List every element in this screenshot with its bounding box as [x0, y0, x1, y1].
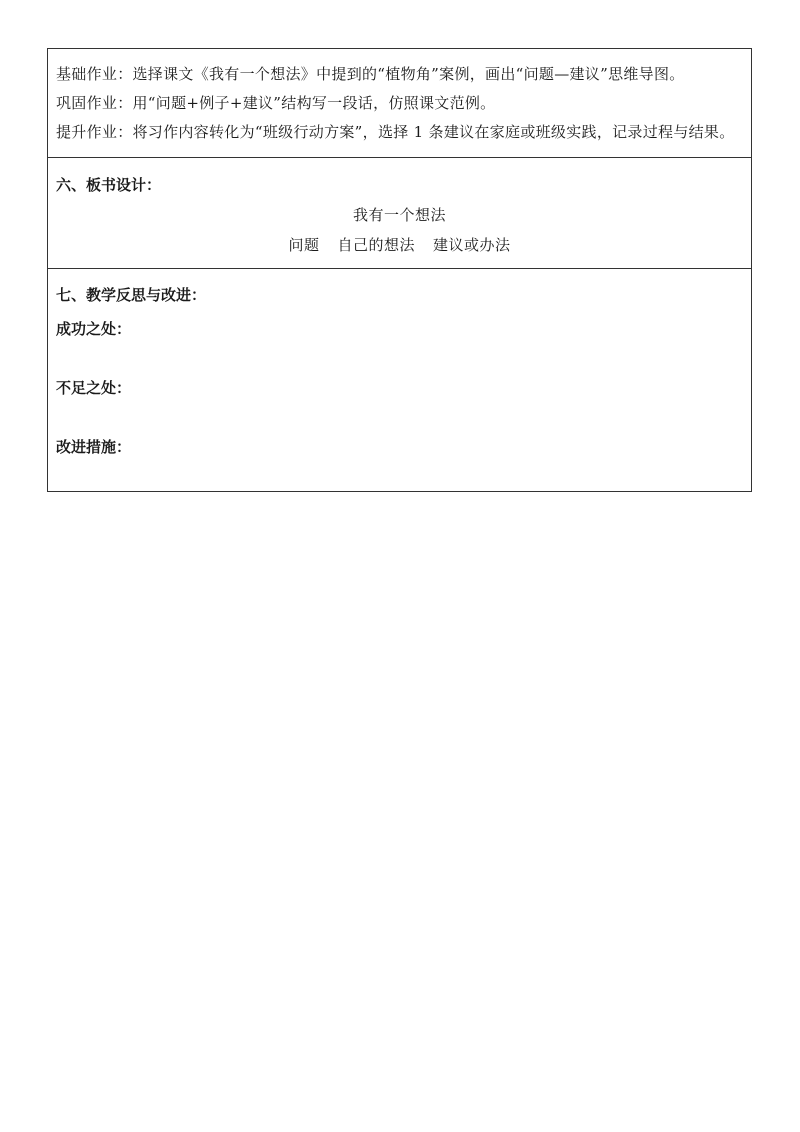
- homework-consolidate: 巩固作业：用“问题+例子+建议”结构写一段话，仿照课文范例。: [56, 94, 496, 112]
- reflection-section: [48, 269, 751, 491]
- reflection-title: 七、教学反思与改进：: [56, 286, 207, 304]
- board-design-title: 六、板书设计：: [56, 176, 162, 194]
- reflection-success-label: 成功之处：: [56, 320, 132, 338]
- board-item-idea: 自己的想法: [337, 236, 415, 254]
- board-headline: 我有一个想法: [352, 206, 446, 224]
- homework-advance: 提升作业：将习作内容转化为“班级行动方案”，选择 1 条建议在家庭或班级实践，记录过程与结果。: [56, 123, 735, 141]
- lesson-plan-table: [47, 48, 752, 492]
- reflection-shortcoming-label: 不足之处：: [56, 379, 132, 397]
- board-design-section: [48, 158, 751, 269]
- board-item-problem: 问题: [288, 236, 320, 254]
- board-items: [56, 230, 743, 260]
- homework-section: [48, 49, 751, 158]
- board-item-suggestion: 建议或办法: [433, 236, 511, 254]
- homework-basic: 基础作业：选择课文《我有一个想法》中提到的“植物角”案例，画出“问题—建议”思维导图。: [56, 65, 685, 83]
- reflection-improvement-label: 改进措施：: [56, 438, 132, 456]
